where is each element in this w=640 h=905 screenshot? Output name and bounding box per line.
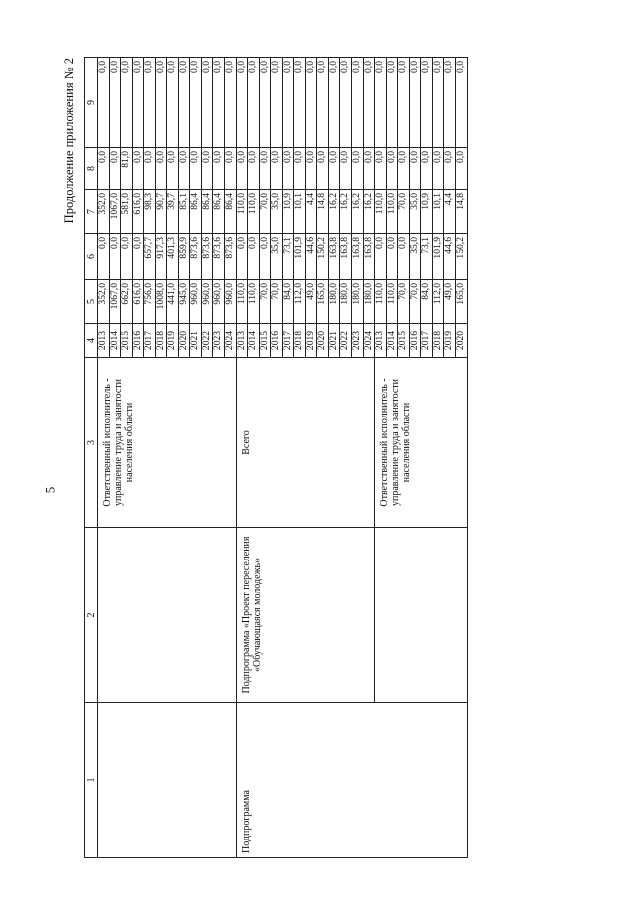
cell-value: 0,0: [132, 148, 144, 190]
budget-table: [84, 57, 468, 858]
cell-value: 70,0: [398, 280, 410, 324]
cell-value: 0,0: [317, 58, 329, 148]
cell-value: 945,0: [178, 280, 190, 324]
cell-year: 2014: [248, 324, 260, 358]
cell-value: 10,1: [432, 190, 444, 234]
cell-year: 2016: [409, 324, 421, 358]
col-header-5: 5: [85, 280, 98, 324]
cell-value: 84,0: [282, 280, 294, 324]
cell-year: 2017: [282, 324, 294, 358]
cell-value: 0,0: [201, 58, 213, 148]
cell-value: 0,0: [132, 58, 144, 148]
cell-value: 0,0: [444, 58, 456, 148]
cell-value: 0,0: [121, 58, 133, 148]
cell-value: 165,0: [455, 280, 467, 324]
cell-value: 70,0: [398, 190, 410, 234]
cell-value: 4,4: [305, 190, 317, 234]
cell-year: 2015: [259, 324, 271, 358]
cell-value: 873,6: [225, 234, 237, 280]
cell-value: 110,0: [375, 190, 387, 234]
cell-value: 0,0: [432, 148, 444, 190]
cell-year: 2013: [236, 324, 248, 358]
cell-value: 0,0: [328, 58, 340, 148]
cell-value: 960,0: [213, 280, 225, 324]
cell-value: 14,8: [455, 190, 467, 234]
cell-year: 2024: [363, 324, 375, 358]
cell-value: 0,0: [271, 148, 283, 190]
cell-year: 2015: [398, 324, 410, 358]
page-number: 5: [42, 486, 58, 494]
cell-value: 35,0: [271, 190, 283, 234]
cell-value: 101,9: [294, 234, 306, 280]
cell-col1: [98, 703, 237, 858]
cell-value: 0,0: [409, 58, 421, 148]
cell-value: 90,7: [155, 190, 167, 234]
cell-value: 112,0: [432, 280, 444, 324]
cell-year: 2018: [294, 324, 306, 358]
cell-value: 70,0: [409, 280, 421, 324]
cell-year: 2019: [305, 324, 317, 358]
cell-year: 2013: [375, 324, 387, 358]
cell-year: 2016: [271, 324, 283, 358]
cell-year: 2017: [144, 324, 156, 358]
col-header-3: 3: [85, 358, 98, 528]
cell-value: 150,2: [317, 234, 329, 280]
cell-value: 35,0: [271, 234, 283, 280]
cell-value: 14,8: [317, 190, 329, 234]
cell-value: 0,0: [375, 148, 387, 190]
appendix-subtitle: Продолжение приложения № 2: [62, 58, 76, 224]
cell-year: 2018: [432, 324, 444, 358]
cell-value: 86,4: [213, 190, 225, 234]
cell-value: 163,8: [352, 234, 364, 280]
cell-value: 0,0: [201, 148, 213, 190]
cell-value: 352,0: [98, 280, 110, 324]
rotated-table-block: [62, 58, 552, 858]
cell-value: 49,0: [305, 280, 317, 324]
cell-value: 0,0: [444, 148, 456, 190]
col-header-2: 2: [85, 528, 98, 703]
cell-value: 0,0: [363, 58, 375, 148]
cell-value: 101,9: [432, 234, 444, 280]
cell-value: 16,2: [363, 190, 375, 234]
cell-year: 2018: [155, 324, 167, 358]
col-header-7: 7: [85, 190, 98, 234]
cell-value: 581,0: [121, 190, 133, 234]
cell-value: 756,0: [144, 280, 156, 324]
col-header-9: 9: [85, 58, 98, 148]
cell-value: 81,0: [121, 148, 133, 190]
cell-value: 0,0: [167, 148, 179, 190]
table-row: [236, 58, 248, 858]
cell-value: 0,0: [455, 58, 467, 148]
cell-value: 0,0: [398, 148, 410, 190]
cell-col2: [98, 528, 237, 703]
cell-value: 0,0: [375, 58, 387, 148]
cell-value: 0,0: [375, 234, 387, 280]
cell-value: 180,0: [363, 280, 375, 324]
cell-value: 0,0: [305, 148, 317, 190]
cell-value: 180,0: [340, 280, 352, 324]
cell-value: 0,0: [178, 58, 190, 148]
cell-year: 2020: [455, 324, 467, 358]
cell-year: 2023: [213, 324, 225, 358]
cell-value: 0,0: [432, 58, 444, 148]
cell-value: 0,0: [144, 58, 156, 148]
cell-value: 73,1: [421, 234, 433, 280]
cell-value: 0,0: [294, 148, 306, 190]
cell-value: 163,8: [363, 234, 375, 280]
cell-value: 110,0: [375, 280, 387, 324]
cell-value: 0,0: [98, 148, 110, 190]
cell-value: 960,0: [201, 280, 213, 324]
cell-value: 4,4: [444, 190, 456, 234]
cell-value: 0,0: [259, 148, 271, 190]
cell-value: 0,0: [225, 148, 237, 190]
cell-subprogram-name: Подпрограмма «Проект переселения «Обучающаяся молодежь»: [236, 528, 375, 703]
col-header-4: 4: [85, 324, 98, 358]
cell-value: 401,3: [167, 234, 179, 280]
cell-value: 0,0: [248, 234, 260, 280]
cell-value: 86,4: [225, 190, 237, 234]
cell-subprogram-label: Подпрограмма: [236, 703, 467, 858]
cell-year: 2023: [352, 324, 364, 358]
cell-value: 0,0: [155, 58, 167, 148]
cell-value: 0,0: [98, 234, 110, 280]
cell-year: 2022: [201, 324, 213, 358]
cell-value: 0,0: [363, 148, 375, 190]
cell-value: 112,0: [294, 280, 306, 324]
cell-value: 1008,0: [155, 280, 167, 324]
cell-value: 0,0: [167, 58, 179, 148]
cell-value: 0,0: [236, 58, 248, 148]
cell-value: 0,0: [213, 148, 225, 190]
cell-value: 0,0: [421, 58, 433, 148]
cell-value: 0,0: [282, 58, 294, 148]
table-body: [98, 58, 468, 858]
cell-value: 0,0: [248, 58, 260, 148]
cell-value: 0,0: [144, 148, 156, 190]
cell-value: 0,0: [109, 234, 121, 280]
cell-value: 657,7: [144, 234, 156, 280]
cell-value: 0,0: [236, 148, 248, 190]
cell-year: 2017: [421, 324, 433, 358]
cell-year: 2013: [98, 324, 110, 358]
cell-value: 163,8: [340, 234, 352, 280]
cell-value: 84,0: [421, 280, 433, 324]
cell-value: 960,0: [190, 280, 202, 324]
cell-value: 0,0: [386, 234, 398, 280]
cell-value: 0,0: [248, 148, 260, 190]
col-header-6: 6: [85, 234, 98, 280]
cell-value: 0,0: [340, 148, 352, 190]
cell-value: 0,0: [190, 148, 202, 190]
cell-value: 49,0: [444, 280, 456, 324]
cell-value: 0,0: [109, 148, 121, 190]
cell-value: 165,0: [317, 280, 329, 324]
cell-value: 616,0: [132, 280, 144, 324]
cell-year: 2021: [328, 324, 340, 358]
cell-value: 0,0: [259, 58, 271, 148]
cell-value: 86,4: [190, 190, 202, 234]
cell-value: 180,0: [328, 280, 340, 324]
cell-value: 0,0: [132, 234, 144, 280]
cell-value: 0,0: [386, 148, 398, 190]
cell-value: 0,0: [294, 58, 306, 148]
cell-value: 441,0: [167, 280, 179, 324]
cell-value: 70,0: [259, 190, 271, 234]
cell-value: 10,9: [421, 190, 433, 234]
cell-value: 44,6: [305, 234, 317, 280]
cell-value: 662,0: [121, 280, 133, 324]
cell-value: 110,0: [386, 190, 398, 234]
cell-year: 2015: [121, 324, 133, 358]
cell-value: 73,1: [282, 234, 294, 280]
cell-value: 0,0: [213, 58, 225, 148]
cell-value: 180,0: [352, 280, 364, 324]
cell-value: 110,0: [248, 280, 260, 324]
cell-value: 859,9: [178, 234, 190, 280]
cell-value: 0,0: [455, 148, 467, 190]
cell-value: 110,0: [236, 280, 248, 324]
cell-value: 39,7: [167, 190, 179, 234]
cell-value: 35,0: [409, 190, 421, 234]
cell-value: 960,0: [225, 280, 237, 324]
cell-value: 85,1: [178, 190, 190, 234]
cell-value: 0,0: [121, 234, 133, 280]
cell-value: 16,2: [352, 190, 364, 234]
cell-value: 873,6: [213, 234, 225, 280]
cell-year: 2019: [167, 324, 179, 358]
cell-value: 0,0: [305, 58, 317, 148]
table-row: [98, 58, 110, 858]
cell-value: 873,6: [201, 234, 213, 280]
cell-year: 2014: [386, 324, 398, 358]
cell-value: 0,0: [109, 58, 121, 148]
cell-year: 2020: [178, 324, 190, 358]
cell-value: 0,0: [178, 148, 190, 190]
cell-value: 98,3: [144, 190, 156, 234]
cell-value: 110,0: [236, 190, 248, 234]
cell-executor: Ответственный исполнитель - управление труда и занятости населения области: [375, 358, 467, 528]
cell-value: 110,0: [386, 280, 398, 324]
cell-value: 616,0: [132, 190, 144, 234]
cell-value: 0,0: [340, 58, 352, 148]
cell-value: 10,9: [282, 190, 294, 234]
column-number-row: [85, 58, 98, 858]
cell-value: 0,0: [259, 234, 271, 280]
cell-year: 2024: [225, 324, 237, 358]
cell-year: 2022: [340, 324, 352, 358]
cell-col2: [375, 528, 467, 703]
cell-value: 917,3: [155, 234, 167, 280]
cell-value: 86,4: [201, 190, 213, 234]
cell-value: 0,0: [352, 58, 364, 148]
col-header-8: 8: [85, 148, 98, 190]
cell-value: 10,1: [294, 190, 306, 234]
cell-value: 873,6: [190, 234, 202, 280]
cell-value: 44,6: [444, 234, 456, 280]
cell-value: 0,0: [225, 58, 237, 148]
cell-value: 0,0: [421, 148, 433, 190]
cell-value: 16,2: [340, 190, 352, 234]
cell-year: 2020: [317, 324, 329, 358]
cell-value: 0,0: [352, 148, 364, 190]
cell-executor: Ответственный исполнитель - управление труда и занятости населения области: [98, 358, 237, 528]
cell-year: 2016: [132, 324, 144, 358]
cell-value: 0,0: [386, 58, 398, 148]
cell-value: 0,0: [328, 148, 340, 190]
cell-value: 35,0: [409, 234, 421, 280]
cell-executor: Всего: [236, 358, 375, 528]
cell-value: 0,0: [236, 234, 248, 280]
cell-value: 0,0: [155, 148, 167, 190]
cell-value: 0,0: [271, 58, 283, 148]
cell-year: 2019: [444, 324, 456, 358]
cell-value: 16,2: [328, 190, 340, 234]
cell-value: 70,0: [259, 280, 271, 324]
cell-value: 0,0: [282, 148, 294, 190]
cell-year: 2014: [109, 324, 121, 358]
cell-year: 2021: [190, 324, 202, 358]
cell-value: 0,0: [190, 58, 202, 148]
cell-value: 0,0: [398, 234, 410, 280]
cell-value: 0,0: [317, 148, 329, 190]
cell-value: 150,2: [455, 234, 467, 280]
cell-value: 1067,0: [109, 280, 121, 324]
cell-value: 110,0: [248, 190, 260, 234]
cell-value: 352,0: [98, 190, 110, 234]
cell-value: 0,0: [398, 58, 410, 148]
cell-value: 1067,0: [109, 190, 121, 234]
cell-value: 0,0: [98, 58, 110, 148]
cell-value: 0,0: [409, 148, 421, 190]
cell-value: 163,8: [328, 234, 340, 280]
col-header-1: 1: [85, 703, 98, 858]
cell-value: 70,0: [271, 280, 283, 324]
